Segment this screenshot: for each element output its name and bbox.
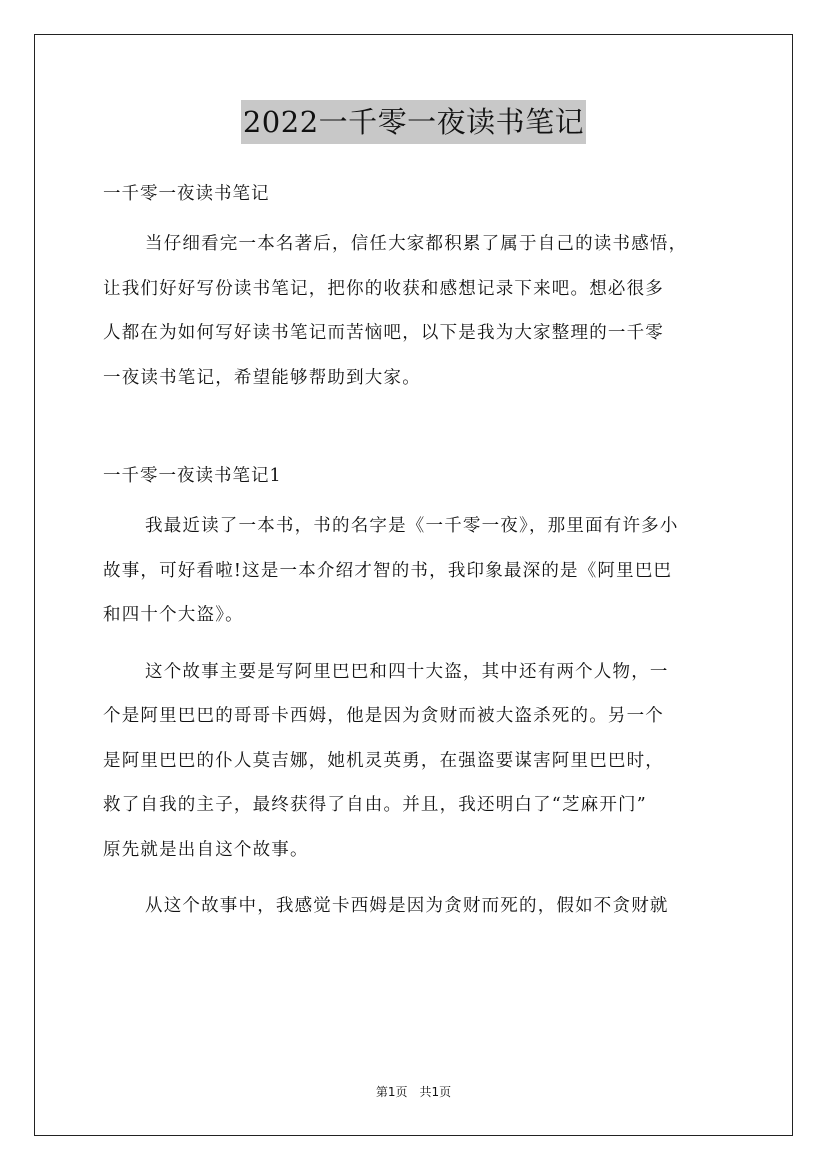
spacer <box>103 400 743 456</box>
document-body <box>103 174 743 929</box>
spacer <box>103 872 743 884</box>
spacer <box>103 214 743 222</box>
paragraph-3 <box>103 884 743 929</box>
page-number-label: 第1页 共1页 <box>375 1085 452 1099</box>
section-heading: 一千零一夜读书笔记1 <box>103 466 282 486</box>
paragraph-line: 从这个故事中，我感觉卡西姆是因为贪财而死的，假如不贪财就 <box>145 896 669 916</box>
document-title: 2022一千零一夜读书笔记 <box>241 100 586 144</box>
intro-heading: 一千零一夜读书笔记 <box>103 184 270 204</box>
paragraph-line: 故事，可好看啦!这是一本介绍才智的书，我印象最深的是《阿里巴巴 <box>103 560 673 581</box>
intro-line: 当仔细看完一本名著后，信任大家都积累了属于自己的读书感悟， <box>145 234 688 254</box>
intro-line: 人都在为如何写好读书笔记而苦恼吧，以下是我为大家整理的一千零 <box>103 323 664 343</box>
intro-line: 一夜读书笔记，希望能够帮助到大家。 <box>103 367 421 388</box>
paragraph-line: 这个故事主要是写阿里巴巴和四十大盗，其中还有两个人物，一 <box>145 661 669 682</box>
paragraph-line: 是阿里巴巴的仆人莫吉娜，她机灵英勇，在强盗要谋害阿里巴巴时， <box>103 750 664 771</box>
intro-line: 让我们好好写份读书笔记，把你的收获和感想记录下来吧。想必很多 <box>103 278 664 299</box>
paragraph-line: 原先就是出自这个故事。 <box>103 839 309 860</box>
paragraph-line: 我最近读了一本书，书的名字是《一千零一夜》，那里面有许多小 <box>145 516 679 536</box>
spacer <box>103 496 743 504</box>
paragraph-line: 救了自我的主子，最终获得了自由。并且，我还明白了“芝麻开门” <box>103 795 647 815</box>
paragraph-2 <box>103 650 743 873</box>
page-footer <box>0 1083 827 1101</box>
spacer <box>103 638 743 650</box>
paragraph-1 <box>103 504 743 638</box>
paragraph-line: 和四十个大盗》。 <box>103 605 244 625</box>
intro-paragraph <box>103 222 743 400</box>
title-container <box>0 100 827 144</box>
paragraph-line: 个是阿里巴巴的哥哥卡西姆，他是因为贪财而被大盗杀死的。另一个 <box>103 706 664 726</box>
